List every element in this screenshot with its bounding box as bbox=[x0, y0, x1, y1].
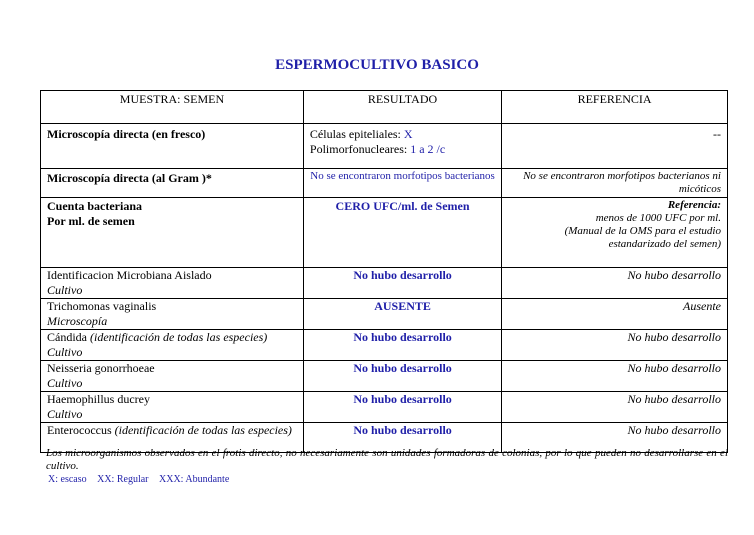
test-method: Cultivo bbox=[47, 283, 83, 297]
result-value: No hubo desarrollo bbox=[303, 330, 501, 361]
test-name bbox=[41, 268, 304, 299]
reference-cell: No hubo desarrollo bbox=[502, 423, 728, 453]
legend-item: XX: Regular bbox=[97, 474, 149, 485]
result-value: 1 a 2 /c bbox=[410, 142, 446, 156]
reference-cell: -- bbox=[502, 124, 728, 169]
test-name: Microscopía directa (en fresco) bbox=[41, 124, 304, 169]
test-label: Trichomonas vaginalis bbox=[47, 299, 157, 313]
table-row bbox=[41, 169, 728, 198]
header-result: RESULTADO bbox=[303, 91, 501, 124]
legend-item: XXX: Abundante bbox=[159, 474, 230, 485]
reference-cell: No se encontraron morfotipos bacterianos ni micóticos bbox=[502, 169, 728, 198]
test-label: Enterococcus bbox=[47, 423, 115, 437]
table-row bbox=[41, 268, 728, 299]
test-label: Haemophillus ducrey bbox=[47, 392, 150, 406]
result-value: No se encontraron morfotipos bacterianos bbox=[303, 169, 501, 198]
result-value: No hubo desarrollo bbox=[303, 392, 501, 423]
results-table bbox=[40, 90, 728, 453]
result-cell bbox=[303, 124, 501, 169]
reference-cell: Ausente bbox=[502, 299, 728, 330]
test-name-line: Cuenta bacteriana bbox=[47, 199, 142, 213]
reference-title: Referencia: bbox=[667, 199, 721, 211]
test-label: Cándida bbox=[47, 330, 90, 344]
reference-line: menos de 1000 UFC por ml. bbox=[595, 212, 721, 224]
header-sample: MUESTRA: SEMEN bbox=[41, 91, 304, 124]
reference-cell: No hubo desarrollo bbox=[502, 361, 728, 392]
table-row bbox=[41, 330, 728, 361]
footnote: Los microorganismos observados en el frotis directo, no necesariamente son unidades formadoras de colonias, por lo que pueden no desarrollarse en el cultivo. bbox=[46, 447, 728, 472]
table-row bbox=[41, 124, 728, 169]
table-row bbox=[41, 392, 728, 423]
result-value: AUSENTE bbox=[303, 299, 501, 330]
test-name-line: Por ml. de semen bbox=[47, 214, 135, 228]
test-name bbox=[41, 198, 304, 268]
test-name bbox=[41, 299, 304, 330]
table-row bbox=[41, 198, 728, 268]
test-name bbox=[41, 330, 304, 361]
table-header-row bbox=[41, 91, 728, 124]
test-label: Identificacion Microbiana Aislado bbox=[47, 268, 212, 282]
result-value: No hubo desarrollo bbox=[303, 423, 501, 453]
test-method: Cultivo bbox=[47, 376, 83, 390]
header-reference: REFERENCIA bbox=[502, 91, 728, 124]
result-label: Polimorfonucleares: bbox=[309, 142, 411, 156]
test-method: Cultivo bbox=[47, 345, 83, 359]
reference-cell: No hubo desarrollo bbox=[502, 330, 728, 361]
table-row bbox=[41, 299, 728, 330]
legend-item: X: escaso bbox=[48, 474, 87, 485]
reference-cell bbox=[502, 198, 728, 268]
test-name: Microscopía directa (al Gram )* bbox=[41, 169, 304, 198]
test-name bbox=[41, 392, 304, 423]
page-title: ESPERMOCULTIVO BASICO bbox=[275, 57, 479, 73]
reference-line: (Manual de la OMS para el estudio estandarizado del semen) bbox=[564, 225, 721, 250]
result-value: No hubo desarrollo bbox=[303, 361, 501, 392]
table-row bbox=[41, 361, 728, 392]
result-label: Células epiteliales: bbox=[309, 127, 404, 141]
test-note: (identificación de todas las especies) bbox=[114, 423, 292, 437]
test-label: Neisseria gonorrhoeae bbox=[47, 361, 155, 375]
result-value: No hubo desarrollo bbox=[303, 268, 501, 299]
legend bbox=[48, 474, 237, 485]
reference-cell: No hubo desarrollo bbox=[502, 392, 728, 423]
result-value: CERO UFC/ml. de Semen bbox=[303, 198, 501, 268]
reference-cell: No hubo desarrollo bbox=[502, 268, 728, 299]
test-method: Cultivo bbox=[47, 407, 83, 421]
test-note: (identificación de todas las especies) bbox=[90, 330, 268, 344]
test-method: Microscopía bbox=[47, 314, 108, 328]
test-name bbox=[41, 361, 304, 392]
result-value: X bbox=[403, 127, 413, 141]
